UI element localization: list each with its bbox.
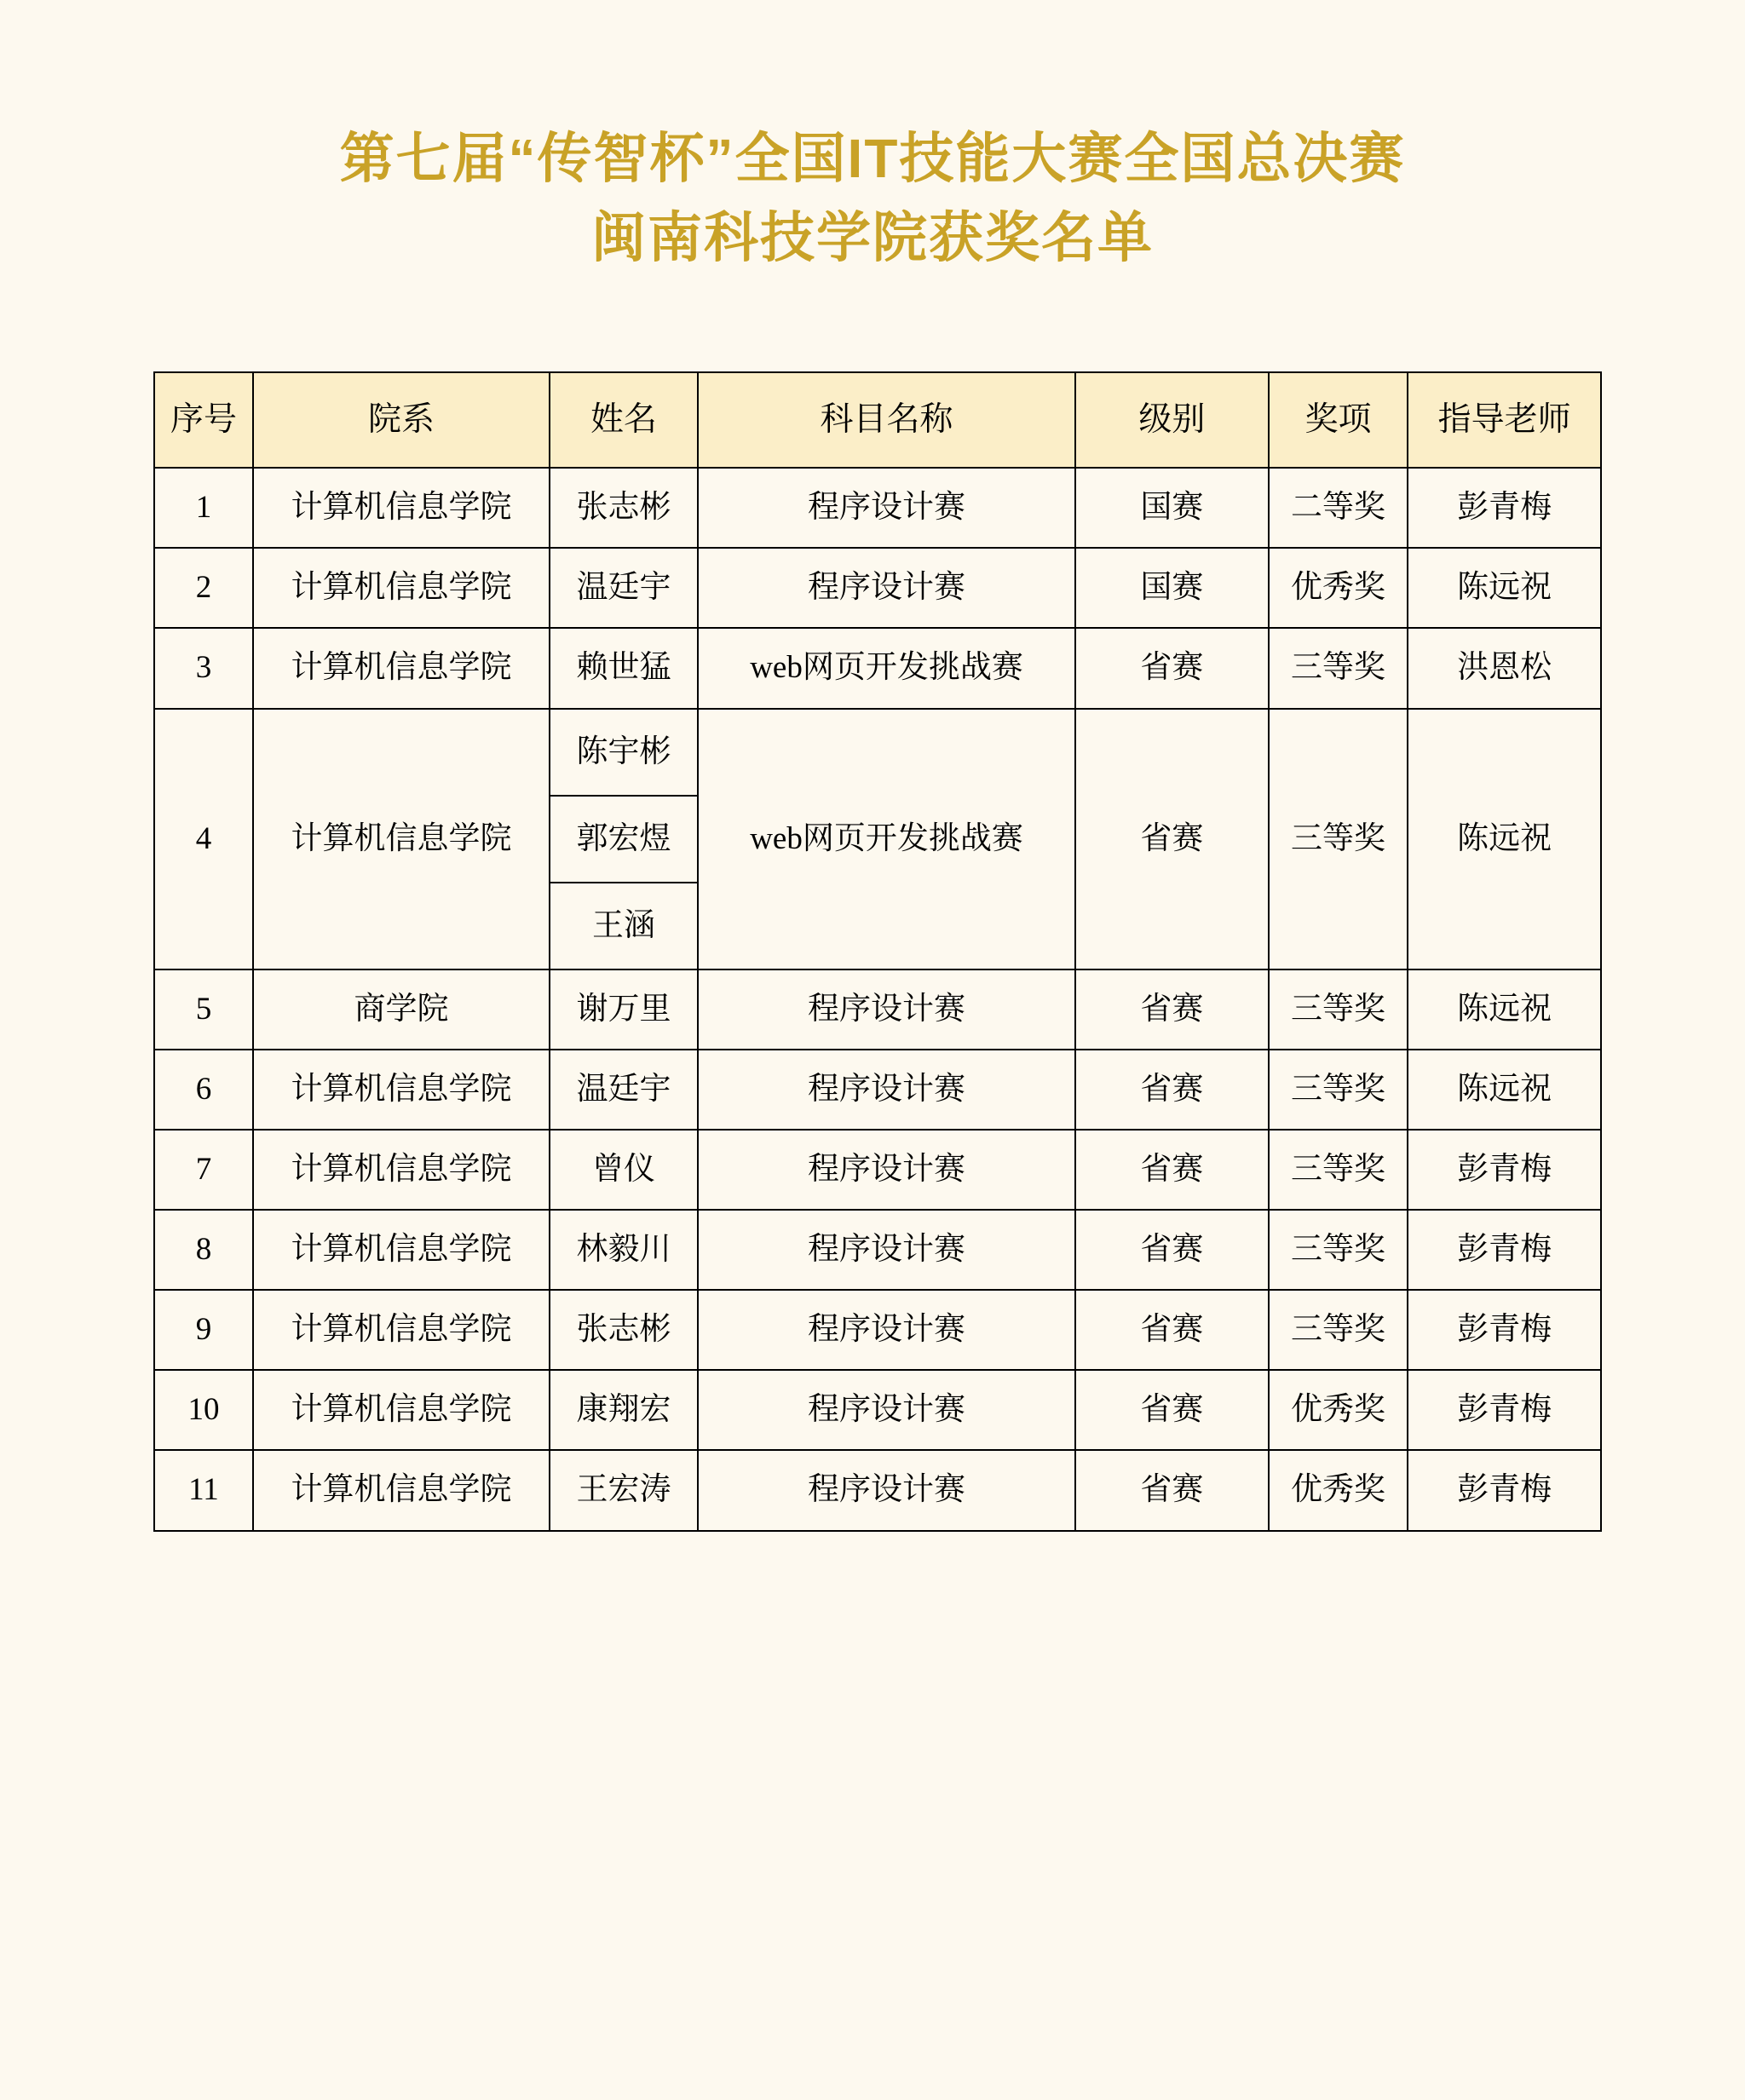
cell-dept: 计算机信息学院 — [253, 1130, 550, 1210]
cell-names: 曾仪 — [550, 1130, 698, 1210]
cell-level: 省赛 — [1075, 1450, 1269, 1530]
cell-subject: 程序设计赛 — [698, 1210, 1075, 1290]
cell-dept: 计算机信息学院 — [253, 548, 550, 628]
cell-subject: web网页开发挑战赛 — [698, 628, 1075, 708]
table-row — [154, 969, 1601, 1050]
cell-award: 三等奖 — [1269, 1130, 1408, 1210]
cell-subject: 程序设计赛 — [698, 1290, 1075, 1370]
table-row — [154, 1130, 1601, 1210]
table-header — [154, 372, 1601, 469]
cell-subject: web网页开发挑战赛 — [698, 709, 1075, 969]
cell-subject: 程序设计赛 — [698, 1130, 1075, 1210]
cell-seq: 3 — [154, 628, 253, 708]
cell-names: 张志彬 — [550, 468, 698, 548]
cell-dept: 计算机信息学院 — [253, 468, 550, 548]
cell-subject: 程序设计赛 — [698, 1450, 1075, 1530]
cell-subject: 程序设计赛 — [698, 468, 1075, 548]
cell-teacher: 陈远祝 — [1408, 548, 1601, 628]
cell-teacher: 彭青梅 — [1408, 468, 1601, 548]
cell-seq: 7 — [154, 1130, 253, 1210]
cell-level: 省赛 — [1075, 969, 1269, 1050]
cell-teacher: 洪恩松 — [1408, 628, 1601, 708]
cell-award: 优秀奖 — [1269, 1370, 1408, 1450]
table-row — [154, 628, 1601, 708]
cell-level: 省赛 — [1075, 1130, 1269, 1210]
cell-seq: 4 — [154, 709, 253, 969]
cell-dept: 计算机信息学院 — [253, 1050, 550, 1130]
cell-level: 国赛 — [1075, 468, 1269, 548]
table-row — [154, 468, 1601, 548]
cell-level: 省赛 — [1075, 1210, 1269, 1290]
cell-award: 三等奖 — [1269, 969, 1408, 1050]
cell-names: 林毅川 — [550, 1210, 698, 1290]
cell-dept: 商学院 — [253, 969, 550, 1050]
cell-seq: 11 — [154, 1450, 253, 1530]
table-row — [154, 1050, 1601, 1130]
cell-names: 张志彬 — [550, 1290, 698, 1370]
page-title — [153, 119, 1592, 278]
cell-names: 谢万里 — [550, 969, 698, 1050]
cell-level: 省赛 — [1075, 709, 1269, 969]
column-header-department: 院系 — [253, 372, 550, 469]
cell-name: 王涵 — [592, 907, 656, 943]
table-row — [154, 548, 1601, 628]
cell-names: 赖世猛 — [550, 628, 698, 708]
cell-seq: 10 — [154, 1370, 253, 1450]
cell-level: 省赛 — [1075, 1290, 1269, 1370]
cell-subject: 程序设计赛 — [698, 1050, 1075, 1130]
table-row — [154, 1290, 1601, 1370]
table-header-row — [154, 372, 1601, 469]
table-body — [154, 468, 1601, 1530]
title-line-1: 第七届“传智杯”全国IT技能大赛全国总决赛 — [339, 128, 1406, 189]
column-header-award: 奖项 — [1269, 372, 1408, 469]
cell-name: 郭宏煜 — [550, 797, 697, 883]
cell-award: 三等奖 — [1269, 709, 1408, 969]
cell-dept: 计算机信息学院 — [253, 1210, 550, 1290]
cell-teacher: 彭青梅 — [1408, 1210, 1601, 1290]
column-header-level: 级别 — [1075, 372, 1269, 469]
cell-award: 二等奖 — [1269, 468, 1408, 548]
cell-teacher: 陈远祝 — [1408, 1050, 1601, 1130]
cell-level: 省赛 — [1075, 1370, 1269, 1450]
cell-level: 省赛 — [1075, 628, 1269, 708]
cell-names — [550, 709, 698, 969]
cell-award: 优秀奖 — [1269, 548, 1408, 628]
cell-award: 三等奖 — [1269, 1210, 1408, 1290]
cell-teacher: 彭青梅 — [1408, 1130, 1601, 1210]
award-list-table — [153, 371, 1602, 1532]
table-row — [154, 1370, 1601, 1450]
cell-subject: 程序设计赛 — [698, 1370, 1075, 1450]
cell-award: 优秀奖 — [1269, 1450, 1408, 1530]
cell-teacher: 彭青梅 — [1408, 1370, 1601, 1450]
cell-dept: 计算机信息学院 — [253, 628, 550, 708]
cell-names: 温廷宇 — [550, 1050, 698, 1130]
cell-names: 王宏涛 — [550, 1450, 698, 1530]
cell-seq: 6 — [154, 1050, 253, 1130]
cell-seq: 1 — [154, 468, 253, 548]
cell-names: 康翔宏 — [550, 1370, 698, 1450]
cell-seq: 5 — [154, 969, 253, 1050]
cell-names: 温廷宇 — [550, 548, 698, 628]
cell-subject: 程序设计赛 — [698, 969, 1075, 1050]
cell-teacher: 彭青梅 — [1408, 1290, 1601, 1370]
cell-award: 三等奖 — [1269, 1050, 1408, 1130]
table-row — [154, 1210, 1601, 1290]
title-line-2: 闽南科技学院获奖名单 — [591, 206, 1154, 268]
column-header-name: 姓名 — [550, 372, 698, 469]
cell-dept: 计算机信息学院 — [253, 1370, 550, 1450]
column-header-seq: 序号 — [154, 372, 253, 469]
cell-name: 陈宇彬 — [550, 710, 697, 797]
cell-dept: 计算机信息学院 — [253, 1450, 550, 1530]
cell-award: 三等奖 — [1269, 628, 1408, 708]
table-row — [154, 1450, 1601, 1530]
cell-level: 省赛 — [1075, 1050, 1269, 1130]
cell-subject: 程序设计赛 — [698, 548, 1075, 628]
cell-dept: 计算机信息学院 — [253, 709, 550, 969]
table-row — [154, 709, 1601, 969]
cell-seq: 8 — [154, 1210, 253, 1290]
cell-seq: 9 — [154, 1290, 253, 1370]
cell-dept: 计算机信息学院 — [253, 1290, 550, 1370]
cell-teacher: 彭青梅 — [1408, 1450, 1601, 1530]
column-header-teacher: 指导老师 — [1408, 372, 1601, 469]
column-header-subject: 科目名称 — [698, 372, 1075, 469]
cell-level: 国赛 — [1075, 548, 1269, 628]
cell-award: 三等奖 — [1269, 1290, 1408, 1370]
cell-teacher: 陈远祝 — [1408, 709, 1601, 969]
cell-seq: 2 — [154, 548, 253, 628]
cell-teacher: 陈远祝 — [1408, 969, 1601, 1050]
